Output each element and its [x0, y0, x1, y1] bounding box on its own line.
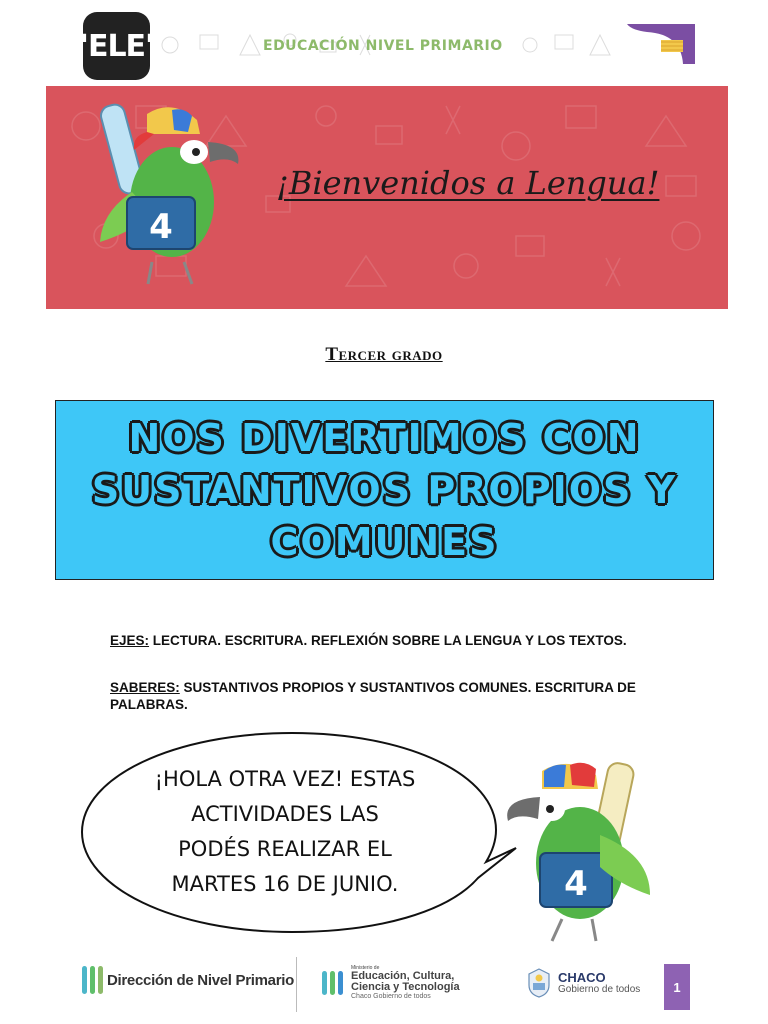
ministerio-small: Ministerio de [351, 965, 380, 971]
footer-divider [296, 957, 297, 1012]
ejes-value: LECTURA. ESCRITURA. REFLEXIÓN SOBRE LA LENGUA Y LOS TEXTOS. [149, 633, 627, 648]
parrot-mascot-bottom [500, 755, 660, 945]
footer-chaco [527, 968, 640, 998]
activity-title-box [55, 400, 714, 580]
chaco-name: CHACO [558, 970, 606, 985]
page-number: 1 [664, 964, 690, 1010]
footer-ministerio [322, 965, 460, 1000]
saberes-paragraph [110, 679, 670, 713]
speech-line-1: ¡HOLA OTRA VEZ! ESTAS [154, 767, 416, 791]
speech-bubble-text [120, 762, 450, 902]
ministerio-line-1: Educación, Cultura, [351, 970, 455, 982]
header-title: EDUCACIÓN NIVEL PRIMARIO [263, 38, 503, 54]
saberes-key: SABERES: [110, 680, 180, 695]
activity-title-line-3: COMUNES [270, 520, 499, 564]
saberes-value: SUSTANTIVOS PROPIOS Y SUSTANTIVOS COMUNES. ESCRITURA DE PALABRAS. [110, 680, 636, 712]
activity-title-line-2: SUSTANTIVOS PROPIOS Y [91, 468, 678, 512]
activity-title-line-1: NOS DIVERTIMOS CON [128, 416, 641, 460]
svg-text:4: 4 [149, 207, 173, 247]
ele-logo [79, 12, 154, 80]
activity-title [75, 412, 695, 568]
chaco-sub: Gobierno de todos [558, 984, 641, 995]
speech-line-4: MARTES 16 DE JUNIO. [171, 872, 399, 896]
svg-text:4: 4 [564, 864, 588, 904]
speech-line-3: PODÉS REALIZAR EL [178, 837, 392, 861]
footer-direccion [82, 966, 294, 994]
ministerio-text-block [351, 965, 460, 1000]
grade-heading: Tercer grado [325, 344, 443, 365]
ele-logo-text: 'ELE' [79, 28, 154, 64]
parrot-mascot-banner [92, 102, 248, 290]
ministerio-bars-icon [322, 971, 343, 995]
chaco-seal-icon [527, 968, 551, 998]
ejes-key: EJES: [110, 633, 150, 648]
ministerio-line-2: Ciencia y Tecnología [351, 981, 460, 993]
speech-line-2: ACTIVIDADES LAS [191, 802, 379, 826]
corner-flag-graphic [627, 24, 695, 64]
direccion-bars-icon [82, 966, 103, 994]
chaco-text-block [558, 971, 640, 995]
banner-title: ¡Bienvenidos a Lengua! [276, 164, 660, 202]
ministerio-sub: Chaco Gobierno de todos [351, 993, 431, 1000]
ejes-paragraph [110, 632, 670, 649]
direccion-text: Dirección de Nivel Primario [107, 971, 294, 989]
